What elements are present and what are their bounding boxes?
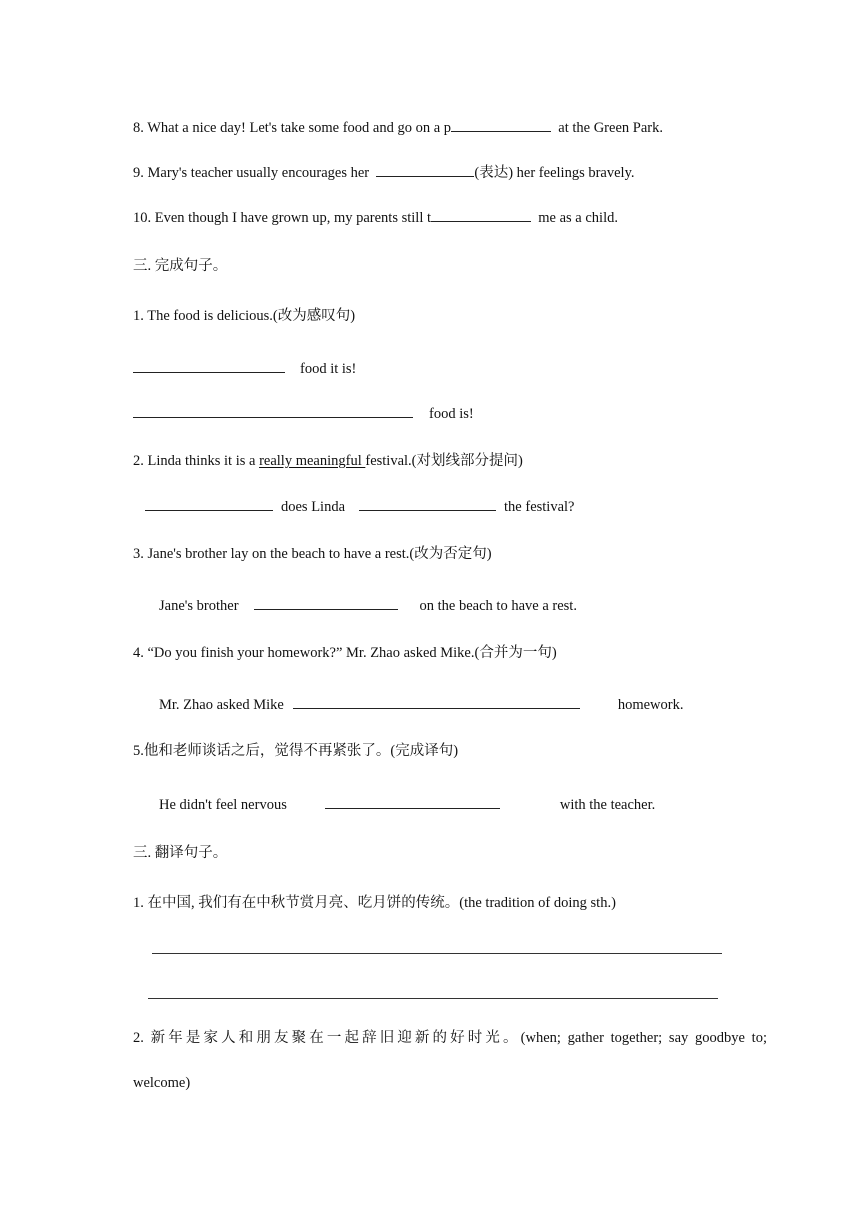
s1-blank-1[interactable] bbox=[133, 358, 285, 373]
question-8 bbox=[133, 117, 663, 138]
s2-text-b: the festival? bbox=[504, 499, 575, 515]
q8-text-a: 8. What a nice day! Let's take some food and go on a p bbox=[133, 120, 452, 136]
s2-underlined-phrase: really meaningful bbox=[259, 453, 366, 469]
translation-1-answer-line-1[interactable] bbox=[152, 953, 722, 954]
s3-text-a: Jane's brother bbox=[159, 598, 239, 614]
s5-blank[interactable] bbox=[325, 794, 500, 809]
sentence-2-prompt bbox=[133, 451, 523, 471]
s2-text-post: festival.(对划线部分提问) bbox=[365, 453, 523, 469]
q10-text-a: 10. Even though I have grown up, my parents still t bbox=[133, 210, 432, 226]
s4-text-b: homework. bbox=[617, 697, 684, 713]
s3-blank[interactable] bbox=[254, 595, 398, 610]
question-9 bbox=[133, 162, 635, 183]
sentence-4-prompt: 4. “Do you finish your homework?” Mr. Zhao asked Mike.(合并为一句) bbox=[133, 645, 557, 661]
translation-1-answer-line-2[interactable] bbox=[148, 998, 718, 999]
sentence-1-prompt: 1. The food is delicious.(改为感叹句) bbox=[133, 308, 356, 324]
translation-2-prompt-line-1: 2. 新年是家人和朋友聚在一起辞旧迎新的好时光。(when; gather together; say goodbye to; bbox=[133, 1030, 767, 1046]
sentence-5-prompt: 5.他和老师谈话之后，觉得不再紧张了。(完成译句) bbox=[133, 743, 459, 759]
s2-blank-1[interactable] bbox=[145, 496, 273, 511]
sentence-2-answer bbox=[145, 496, 575, 517]
s1-text-1: food it is! bbox=[300, 361, 357, 377]
s4-text-a: Mr. Zhao asked Mike bbox=[159, 697, 284, 713]
sentence-3-answer bbox=[159, 595, 577, 616]
s1-blank-2[interactable] bbox=[133, 403, 413, 418]
s3-text-b: on the beach to have a rest. bbox=[419, 598, 577, 614]
section-heading-complete-sentences: 三. 完成句子。 bbox=[133, 258, 228, 274]
sentence-1-answer-line-1 bbox=[133, 358, 356, 379]
s5-text-b: with the teacher. bbox=[559, 797, 656, 813]
s1-text-2: food is! bbox=[429, 406, 474, 422]
section-heading-translate: 三. 翻译句子。 bbox=[133, 845, 228, 861]
s2-text-pre: 2. Linda thinks it is a bbox=[133, 453, 260, 469]
sentence-1-answer-line-2 bbox=[133, 403, 474, 424]
sentence-5-answer bbox=[159, 794, 655, 815]
q10-text-b: me as a child. bbox=[538, 210, 618, 226]
translation-1-prompt: 1. 在中国, 我们有在中秋节赏月亮、吃月饼的传统。(the tradition of doing sth.) bbox=[133, 895, 616, 911]
question-10 bbox=[133, 207, 618, 228]
sentence-3-prompt: 3. Jane's brother lay on the beach to have a rest.(改为否定句) bbox=[133, 546, 492, 562]
sentence-4-answer bbox=[159, 694, 683, 715]
s2-text-a: does Linda bbox=[281, 499, 346, 515]
s2-blank-2[interactable] bbox=[359, 496, 496, 511]
translation-2-prompt-line-2: welcome) bbox=[133, 1075, 191, 1091]
q10-blank[interactable] bbox=[431, 207, 531, 222]
q9-text-a: 9. Mary's teacher usually encourages her bbox=[133, 165, 370, 181]
q8-blank[interactable] bbox=[451, 117, 551, 132]
s4-blank[interactable] bbox=[293, 694, 580, 709]
q9-text-b: (表达) her feelings bravely. bbox=[474, 165, 635, 181]
q8-text-b: at the Green Park. bbox=[558, 120, 663, 136]
q9-blank[interactable] bbox=[376, 162, 474, 177]
s5-text-a: He didn't feel nervous bbox=[159, 797, 287, 813]
